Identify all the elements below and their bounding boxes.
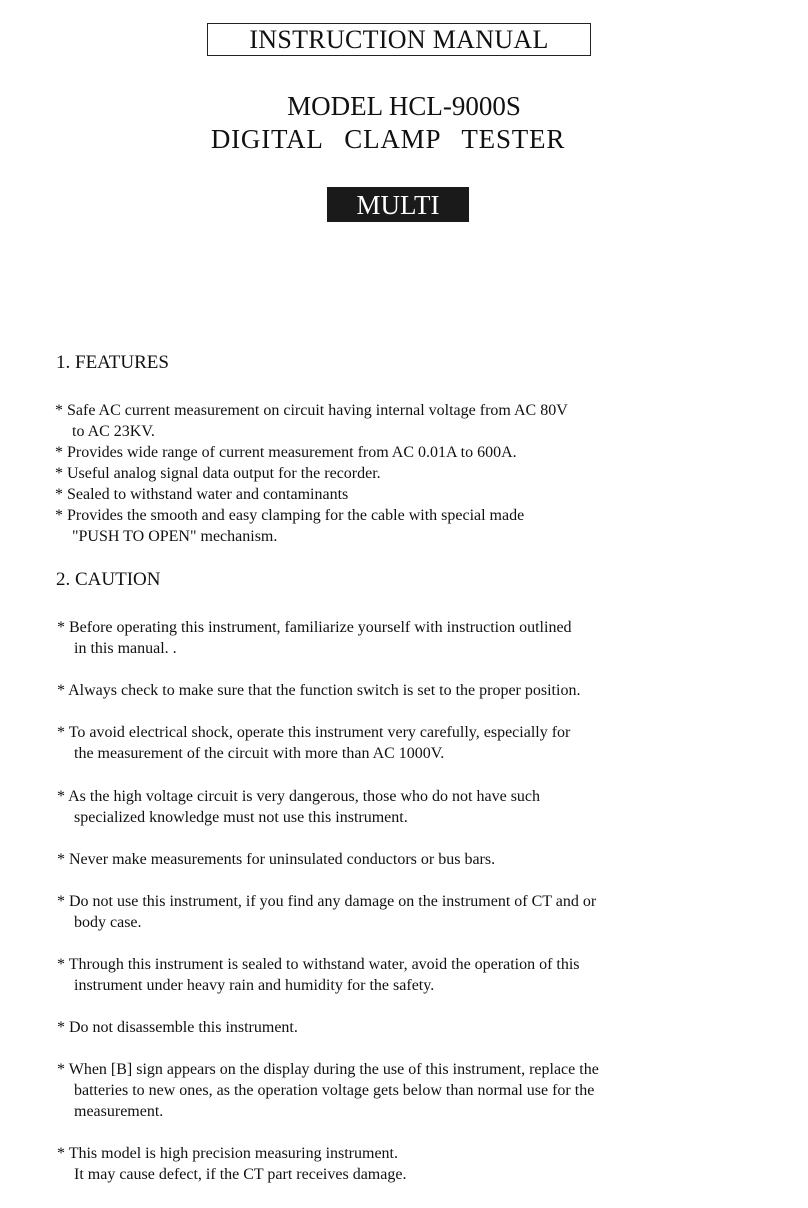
feature-item-line: to AC 23KV. xyxy=(72,423,155,440)
caution-item xyxy=(57,617,753,659)
features-heading: 1. FEATURES xyxy=(56,352,169,373)
feature-item-line: * Useful analog signal data output for the recorder. xyxy=(55,465,381,482)
caution-item-line: It may cause defect, if the CT part receives damage. xyxy=(74,1166,407,1183)
caution-item-line: * Before operating this instrument, familiarize yourself with instruction outlined xyxy=(57,619,572,636)
caution-item-line: * This model is high precision measuring instrument. xyxy=(57,1145,398,1162)
caution-item xyxy=(57,1017,753,1038)
caution-item-line: * Do not use this instrument, if you find any damage on the instrument of CT and or xyxy=(57,893,597,910)
caution-item-line: * To avoid electrical shock, operate this instrument very carefully, especially for xyxy=(57,724,571,741)
feature-item-line: * Provides wide range of current measurement from AC 0.01A to 600A. xyxy=(55,444,517,461)
caution-item-line: body case. xyxy=(74,914,142,931)
caution-item xyxy=(57,954,753,996)
feature-item-line: * Sealed to withstand water and contaminants xyxy=(55,486,349,503)
caution-item-line: * When [B] sign appears on the display during the use of this instrument, replace the xyxy=(57,1061,599,1078)
feature-item xyxy=(55,400,755,442)
model-name: MODEL HCL-9000S xyxy=(287,91,521,121)
caution-item-line: in this manual. . xyxy=(74,640,177,657)
caution-item xyxy=(57,680,753,701)
caution-item-line: specialized knowledge must not use this instrument. xyxy=(74,809,408,826)
caution-item-line: the measurement of the circuit with more than AC 1000V. xyxy=(74,745,445,762)
caution-item xyxy=(57,786,753,828)
caution-item-line: measurement. xyxy=(74,1103,164,1120)
caution-item xyxy=(57,1059,753,1122)
feature-item-line: * Safe AC current measurement on circuit having internal voltage from AC 80V xyxy=(55,402,568,419)
caution-item xyxy=(57,849,753,870)
caution-item xyxy=(57,722,753,764)
caution-heading: 2. CAUTION xyxy=(56,569,161,590)
caution-item xyxy=(57,1143,753,1185)
feature-item xyxy=(55,463,755,484)
caution-item-line: batteries to new ones, as the operation voltage gets below than normal use for the xyxy=(74,1082,595,1099)
multi-badge: MULTI xyxy=(327,187,469,222)
feature-item-line: "PUSH TO OPEN" mechanism. xyxy=(72,528,278,545)
caution-item-line: * Never make measurements for uninsulated conductors or bus bars. xyxy=(57,851,496,868)
caution-item xyxy=(57,891,753,933)
feature-item xyxy=(55,505,755,547)
caution-item-line: instrument under heavy rain and humidity for the safety. xyxy=(74,977,435,994)
feature-item-line: * Provides the smooth and easy clamping for the cable with special made xyxy=(55,507,525,524)
product-name: DIGITAL CLAMP TESTER xyxy=(210,124,566,154)
feature-item xyxy=(55,484,755,505)
feature-item xyxy=(55,442,755,463)
caution-item-line: * Always check to make sure that the function switch is set to the proper position. xyxy=(57,682,581,699)
caution-item-line: * Through this instrument is sealed to withstand water, avoid the operation of this xyxy=(57,956,580,973)
caution-item-line: * Do not disassemble this instrument. xyxy=(57,1019,298,1036)
caution-item-line: * As the high voltage circuit is very dangerous, those who do not have such xyxy=(57,788,541,805)
manual-title: INSTRUCTION MANUAL xyxy=(207,23,591,56)
